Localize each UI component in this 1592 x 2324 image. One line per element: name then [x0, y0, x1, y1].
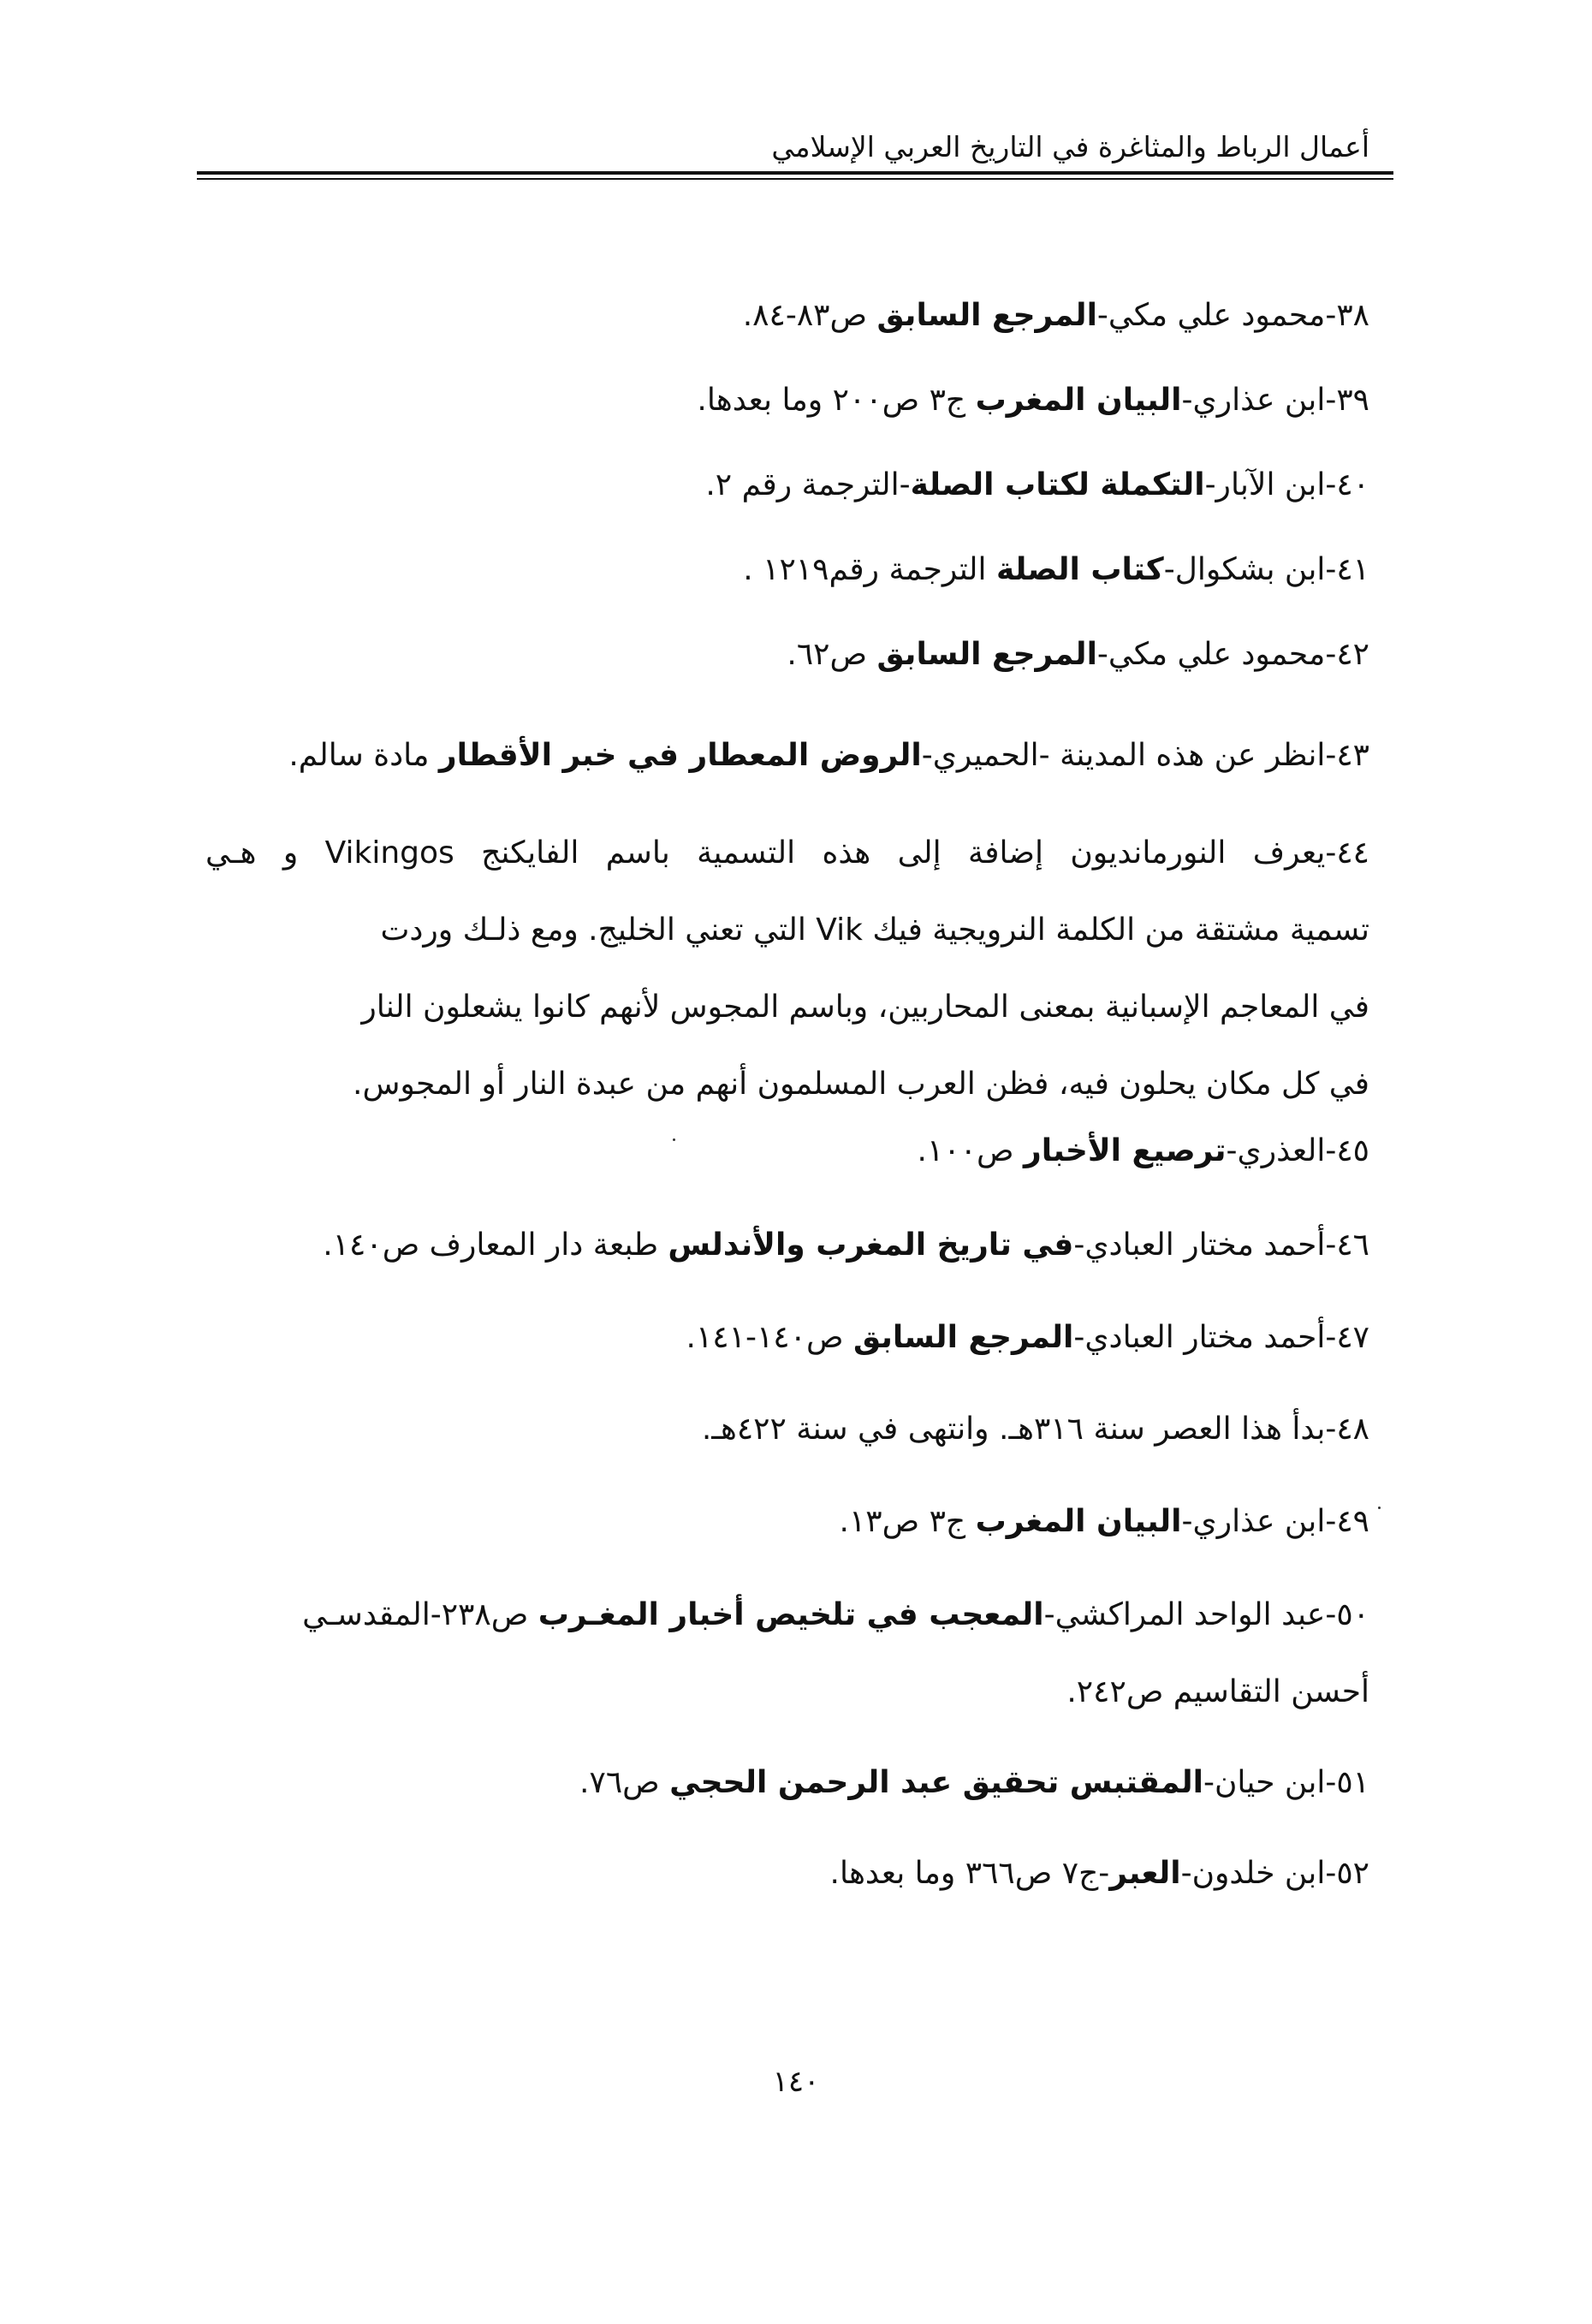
- running-header: أعمال الرباط والمثاغرة في التاريخ العربي الإسلامي: [771, 130, 1369, 163]
- page-number: ١٤٠: [772, 2065, 820, 2099]
- footnote-title: المرجع السابق: [876, 637, 1097, 672]
- footnote-39: ٣٩-ابن عذاري-البيان المغرب ج٣ ص٢٠٠ وما بعدها.: [697, 383, 1369, 418]
- footnote-title: المرجع السابق: [876, 298, 1097, 333]
- footnote-43: ٤٣-انظر عن هذه المدينة -الحميري-الروض المعطار في خبر الأقطار مادة سالم.: [288, 738, 1369, 773]
- footnote-46: ٤٦-أحمد مختار العبادي-في تاريخ المغرب والأندلس طبعة دار المعارف ص١٤٠.: [323, 1227, 1369, 1263]
- footnote-40: ٤٠-ابن الآبار-التكملة لكتاب الصلة-الترجمة رقم ٢.: [705, 467, 1369, 502]
- footnote-title: المقتبس تحقيق عبد الرحمن الحجي: [669, 1765, 1203, 1800]
- footnote-title: العبر: [1109, 1856, 1181, 1891]
- scan-speck: [1378, 1507, 1381, 1509]
- footnote-50: ٥٠-عبد الواحد المراكشي-المعجب في تلخيص أخبار المغـرب ص٢٣٨-المقدسـي أحسن التقاسيم ص٢٤٢.: [302, 1597, 1369, 1709]
- footnote-45: ٤٥-العذري-ترصيع الأخبار ص١٠٠.: [917, 1133, 1369, 1168]
- header-rule-thin: [197, 178, 1393, 180]
- footnote-title: البيان المغرب: [975, 1504, 1182, 1539]
- footnote-title: ترصيع الأخبار: [1023, 1133, 1227, 1168]
- footnote-47: ٤٧-أحمد مختار العبادي-المرجع السابق ص١٤٠-١٤١.: [686, 1320, 1369, 1355]
- footnote-41: ٤١-ابن بشكوال-كتاب الصلة الترجمة رقم١٢١٩ .: [743, 552, 1369, 587]
- header-rule-thick: [197, 171, 1393, 175]
- footnote-42: ٤٢-محمود علي مكي-المرجع السابق ص٦٢.: [787, 637, 1369, 672]
- footnote-44: ٤٤-يعرف النورمانديون إضافة إلى هذه التسمية باسم الفايكنج Vikingos و هـي تسمية مشتقة من الكلمة النرويجية فيك Vik التي تعني الخليج. ومع ذلـك وردت في المعاجم الإسبانية بمعنى المحاربين، وباسم المجوس لأنهم كانوا يشعلون النار في كل مكان يحلون فيه، فظن العرب المسلمون أنهم من عبدة النار أو المجوس.: [205, 835, 1369, 1102]
- footnote-title: كتاب الصلة: [995, 552, 1164, 587]
- scan-speck: [673, 1138, 675, 1141]
- footnote-title: المرجع السابق: [852, 1320, 1074, 1355]
- footnote-48: ٤٨-بدأ هذا العصر سنة ٣١٦هـ. وانتهى في سنة ٤٢٢هـ.: [701, 1412, 1369, 1447]
- footnote-title: الروض المعطار في خبر الأقطار: [438, 738, 922, 773]
- footnote-title: التكملة لكتاب الصلة: [910, 467, 1205, 502]
- footnote-51: ٥١-ابن حيان-المقتبس تحقيق عبد الرحمن الحجي ص٧٦.: [579, 1765, 1369, 1800]
- footnote-49: ٤٩-ابن عذاري-البيان المغرب ج٣ ص١٣.: [839, 1504, 1369, 1539]
- footnote-title: المعجب في تلخيص أخبار المغـرب: [538, 1597, 1044, 1632]
- footnote-title: البيان المغرب: [975, 383, 1182, 418]
- footnote-title: في تاريخ المغرب والأندلس: [668, 1227, 1074, 1263]
- footnote-52: ٥٢-ابن خلدون-العبر-ج٧ ص٣٦٦ وما بعدها.: [829, 1856, 1369, 1891]
- footnote-38: ٣٨-محمود علي مكي-المرجع السابق ص٨٣-٨٤.: [742, 298, 1369, 333]
